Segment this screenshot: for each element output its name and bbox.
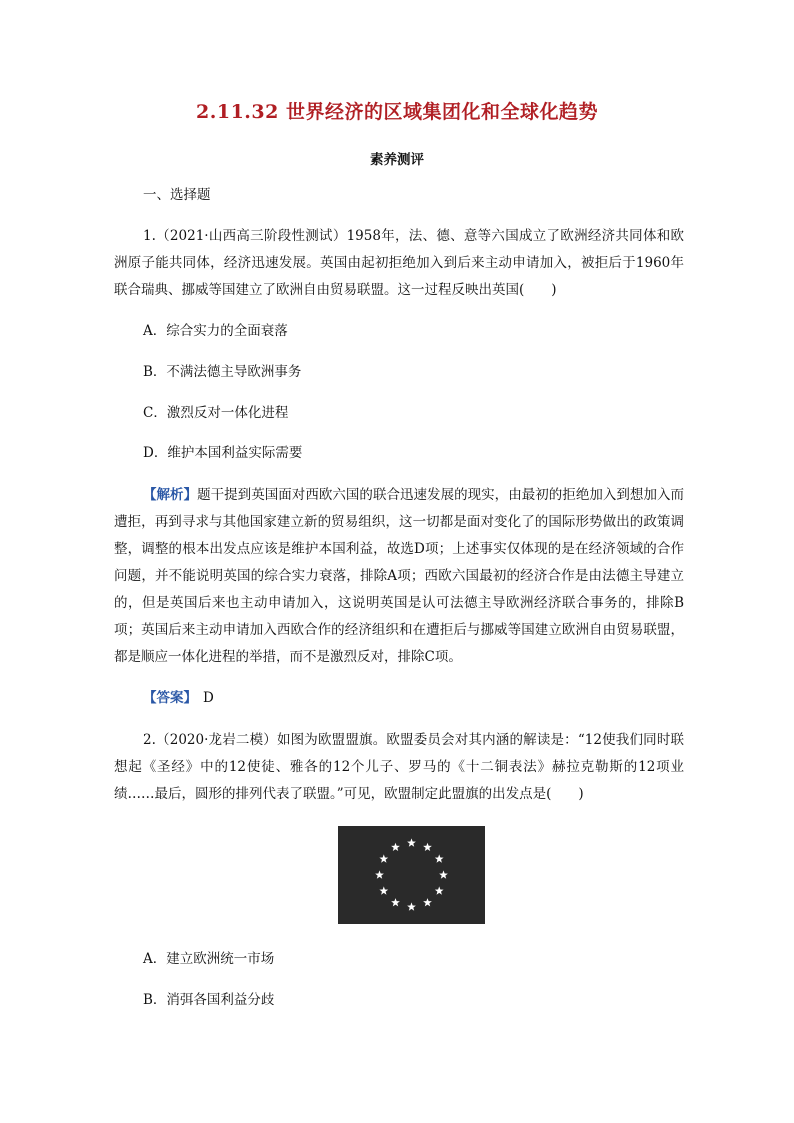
page-subtitle: 素养测评 — [370, 152, 424, 168]
question-2-stem: 2.（2020·龙岩二模）如图为欧盟盟旗。欧盟委员会对其内涵的解读是：“12使我们同时联想起《圣经》中的12使徒、雅各的12个儿子、罗马的《十二铜表法》赫拉克勒斯的12项业绩……最后，圆形的排列代表了联盟。”可见，欧盟制定此盟旗的出发点是( ) — [114, 732, 684, 802]
question-1-analysis — [114, 482, 684, 671]
section-heading-text: 一、选择题 — [143, 187, 211, 203]
eu-flag-image — [338, 826, 485, 924]
analysis-tag: 【解析】 — [143, 487, 198, 503]
question-1-option-d[interactable]: D．维护本国利益实际需要 — [143, 445, 303, 461]
section-heading — [114, 182, 684, 209]
question-1-option-a[interactable]: A．综合实力的全面衰落 — [143, 323, 288, 339]
answer-value: D — [203, 690, 214, 706]
eu-flag-svg — [338, 826, 485, 924]
question-2-option-b[interactable]: B．消弭各国利益分歧 — [143, 992, 275, 1008]
question-1-option-c[interactable]: C．激烈反对一体化进程 — [143, 405, 289, 421]
question-2-option-a[interactable]: A．建立欧洲统一市场 — [143, 951, 275, 967]
question-1-stem: 1.（2021·山西高三阶段性测试）1958年，法、德、意等六国成立了欧洲经济共同体和欧洲原子能共同体，经济迅速发展。英国由起初拒绝加入到后来主动申请加入，被拒后于1960年联合瑞典、挪威等国建立了欧洲自由贸易联盟。这一过程反映出英国( ) — [114, 228, 684, 298]
analysis-text: 题干提到英国面对西欧六国的联合迅速发展的现实，由最初的拒绝加入到想加入而遭拒，再到寻求与其他国家建立新的贸易组织，这一切都是面对变化了的国际形势做出的政策调整，调整的根本出发点应该是维护本国利益，故选D项；上述事实仅体现的是在经济领域的合作问题，并不能说明英国的综合实力衰落，排除A项；西欧六国最初的经济合作是由法德主导建立的，但是英国后来也主动申请加入，这说明英国是认可法德主导欧洲经济联合事务的，排除B项；英国后来主动申请加入西欧合作的经济组织和在遭拒后与挪威等国建立欧洲自由贸易联盟，都是顺应一体化进程的举措，而不是激烈反对，排除C项。 — [114, 487, 685, 665]
page-title: 2.11.32 世界经济的区域集团化和全球化趋势 — [196, 101, 598, 123]
answer-tag: 【答案】 — [143, 690, 197, 706]
question-1-answer — [114, 685, 684, 712]
question-1-option-b[interactable]: B．不满法德主导欧洲事务 — [143, 364, 302, 380]
